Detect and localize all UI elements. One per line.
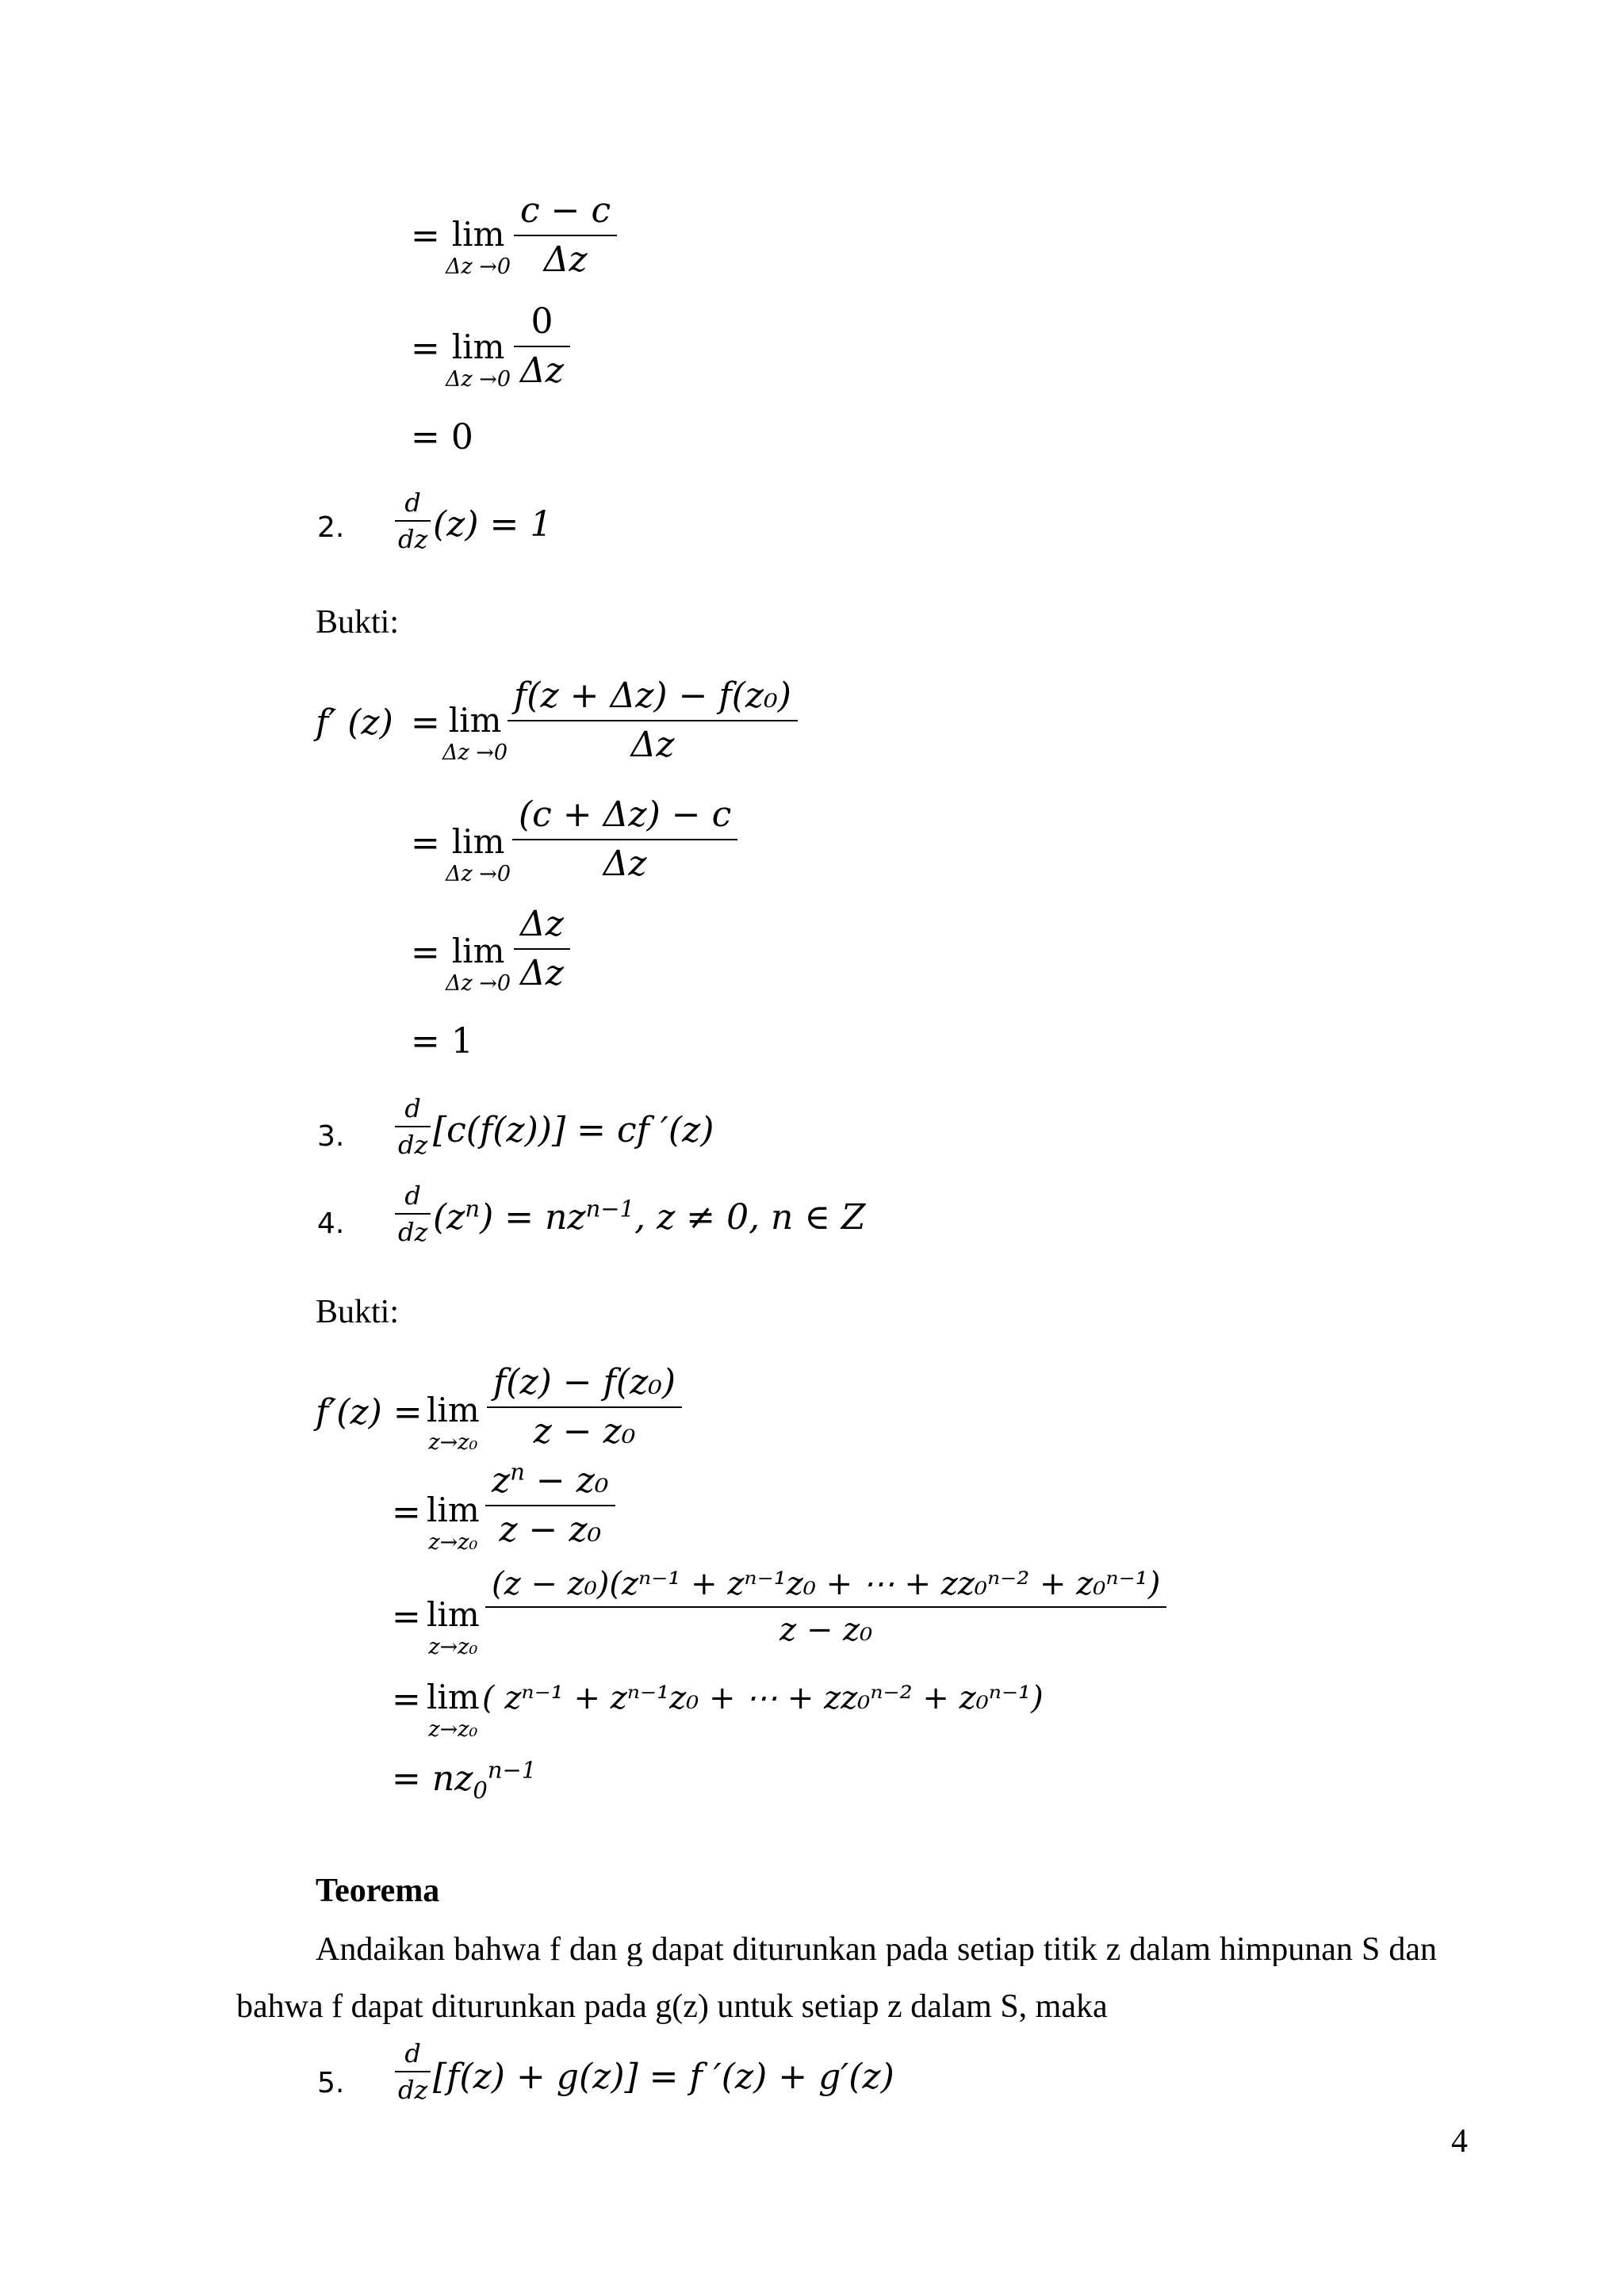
limit-operator: lim Δz →0 xyxy=(446,327,511,392)
formula: (z) = 1 xyxy=(433,504,553,545)
page-number: 4 xyxy=(1451,2123,1468,2160)
equals-sign: = xyxy=(392,1492,421,1533)
limit-operator: lim z→z₀ xyxy=(427,1678,480,1742)
equals-sign: = xyxy=(411,823,440,863)
fraction: c − c Δz xyxy=(514,193,617,277)
limit-operator: lim Δz →0 xyxy=(446,932,511,996)
formula: $(z^n) = nz^{n-1}$, z ≠ 0, n ∈ Z xyxy=(433,1195,866,1238)
fraction: $z^n - z_0$ z − z₀ xyxy=(485,1464,615,1548)
derivative-operator: d dz xyxy=(395,1096,431,1158)
formula: ( zⁿ⁻¹ + zⁿ⁻¹z₀ + ⋯ + zz₀ⁿ⁻² + z₀ⁿ⁻¹) xyxy=(482,1680,1044,1716)
derivative-operator: d dz xyxy=(395,490,431,552)
equals-sign: = xyxy=(411,216,440,256)
item-number: 5. xyxy=(317,2067,345,2099)
paragraph-line: Andaikan bahwa f dan g dapat diturunkan pada setiap titik z dalam himpunan S dan xyxy=(316,1933,1437,1966)
result-line: = 1 xyxy=(411,1021,473,1062)
section-heading: Teorema xyxy=(316,1873,440,1909)
fraction: (z − z₀)(zⁿ⁻¹ + zⁿ⁻¹z₀ + ⋯ + zz₀ⁿ⁻² + z₀ⁿ⁻¹) z − z₀ xyxy=(485,1568,1166,1646)
formula: [f(z) + g(z)] = f ′(z) + g′(z) xyxy=(433,2057,894,2097)
result-line: = $nz_0^{n-1}$ xyxy=(392,1756,537,1804)
proof-label: Bukti: xyxy=(316,1294,400,1330)
derivative-lhs: f′ (z) xyxy=(316,702,393,743)
limit-operator: lim Δz →0 xyxy=(446,215,511,279)
derivative-operator: d dz xyxy=(395,2041,431,2103)
formula: [c(f(z))] = cf ′(z) xyxy=(433,1110,714,1150)
fraction: Δz Δz xyxy=(514,907,570,991)
fraction: 0 Δz xyxy=(514,304,570,388)
equals-sign: = xyxy=(392,1679,421,1720)
fraction: f(z + Δz) − f(z₀) Δz xyxy=(508,679,798,763)
fraction: (c + Δz) − c Δz xyxy=(512,798,737,882)
result-line: = 0 xyxy=(411,417,473,457)
item-number: 2. xyxy=(317,511,345,544)
equals-sign: = xyxy=(411,702,440,743)
equals-sign: = xyxy=(392,1597,421,1637)
item-number: 4. xyxy=(317,1207,345,1240)
proof-label: Bukti: xyxy=(316,604,400,641)
derivative-operator: d dz xyxy=(395,1183,431,1245)
equals-sign: = xyxy=(411,932,440,973)
equals-sign: = xyxy=(411,328,440,369)
limit-operator: lim Δz →0 xyxy=(446,822,511,886)
item-number: 3. xyxy=(317,1120,345,1153)
limit-operator: lim z→z₀ xyxy=(427,1490,480,1555)
limit-operator: lim z→z₀ xyxy=(427,1595,480,1659)
fraction: f(z) − f(z₀) z − z₀ xyxy=(487,1365,682,1449)
limit-operator: lim Δz →0 xyxy=(442,701,508,765)
paragraph-line: bahwa f dapat diturunkan pada g(z) untuk setiap z dalam S, maka xyxy=(236,1988,1108,2025)
derivative-lhs: f′(z) = xyxy=(316,1392,423,1433)
limit-operator: lim z→z₀ xyxy=(427,1391,480,1455)
